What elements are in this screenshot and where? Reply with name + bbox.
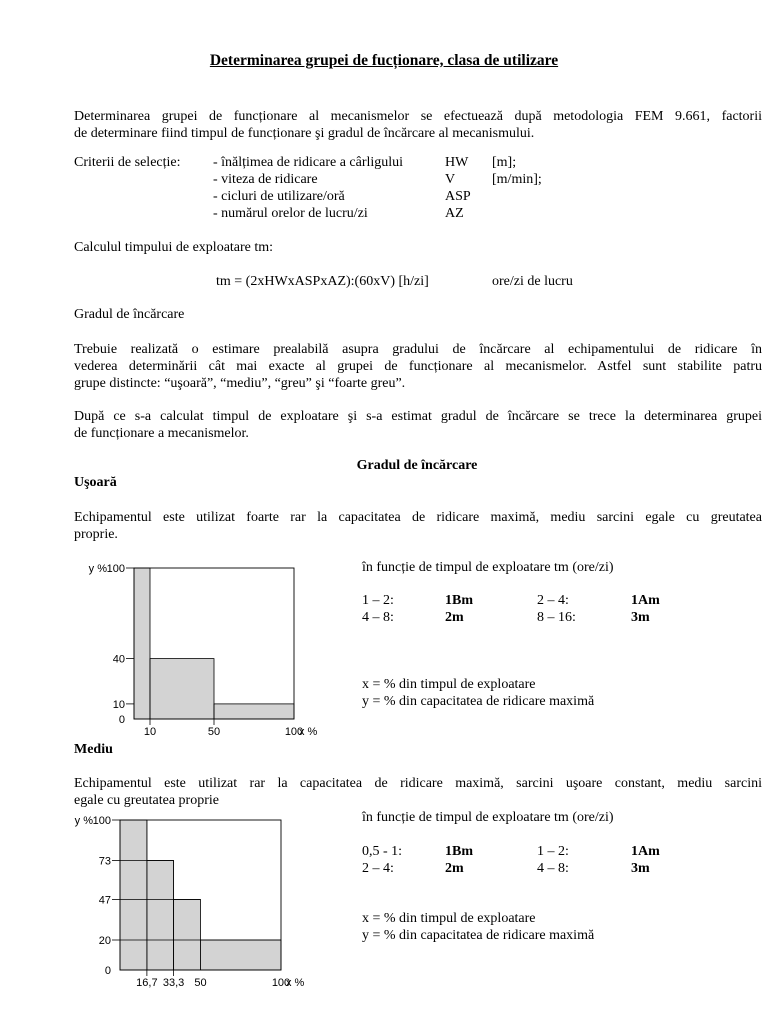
mediu-desc-line-2: egale cu greutatea proprie (74, 793, 219, 808)
calc-formula: tm = (2xHWxASPxAZ):(60xV) [h/zi] (216, 274, 429, 289)
chart-bar (134, 568, 150, 719)
load-p2-line-2: de funcționare a mecanismelor. (74, 426, 249, 441)
usoara-legend-y: y = % din capacitatea de ridicare maximă (362, 694, 595, 709)
criteria-sym: AZ (445, 206, 464, 221)
intro-line-2: de determinare fiind timpul de funcționare şi gradul de încărcare al mecanismului. (74, 126, 535, 141)
chart-ylabel: y % (74, 815, 93, 827)
chart-xtick-label: 33,3 (162, 977, 185, 989)
chart-xtick-label: 16,7 (136, 977, 158, 989)
criteria-label: Criterii de selecție: (74, 155, 181, 170)
class-range: 4 – 8: (362, 610, 394, 625)
class-value: 3m (631, 861, 650, 876)
load-p1-line-1: Trebuie realizată o estimare prealabilă asupra gradului de încărcare al echipamentului de ridicare în (74, 342, 762, 357)
chart-ytick-label: 100 (106, 563, 125, 575)
section-heading: Gradul de încărcare (356, 458, 478, 473)
mediu-legend-x: x = % din timpul de exploatare (362, 911, 536, 926)
usoara-heading: Uşoară (74, 475, 117, 490)
usoara-desc-line-1: Echipamentul este utilizat foarte rar la capacitatea de ridicare maximă, mediu sarcini egale cu greutatea (74, 510, 762, 525)
page-title: Determinarea grupei de fucționare, clasa de utilizare (209, 52, 559, 69)
calc-label: Calculul timpului de exploatare tm: (74, 240, 274, 255)
class-range: 4 – 8: (537, 861, 569, 876)
usoara-desc-line-2: proprie. (74, 527, 118, 542)
class-value: 1Am (631, 844, 660, 859)
chart-ytick-label: 0 (118, 714, 125, 726)
load-p1-line-2: vederea determinării cât mai exacte al grupei de funcționare al mecanismelor. Astfel sunt stabilite patru (74, 359, 762, 374)
chart-bar (201, 940, 282, 970)
usoara-legend-x: x = % din timpul de exploatare (362, 677, 536, 692)
load-p2-line-1: După ce s-a calculat timpul de exploatare şi s-a estimat gradul de încărcare se trece la determinarea grupei (74, 409, 762, 424)
criteria-sym: ASP (445, 189, 471, 204)
chart-frame (120, 820, 281, 970)
chart-bar (150, 659, 214, 719)
chart-ytick-label: 73 (98, 855, 111, 868)
chart-xtick-label: 100 (271, 977, 291, 989)
mediu-info-title: în funcție de timpul de exploatare tm (ore/zi) (362, 810, 614, 825)
class-range: 2 – 4: (537, 593, 569, 608)
criteria-sym: HW (445, 155, 469, 170)
chart-ytick-label: 47 (98, 894, 111, 907)
class-range: 0,5 - 1: (362, 844, 403, 859)
chart-ytick-label: 0 (104, 965, 111, 977)
chart-xtick-label: 10 (143, 726, 157, 738)
criteria-desc: - viteza de ridicare (213, 172, 318, 187)
chart-xlabel: x % (299, 726, 318, 738)
chart-ytick-label: 20 (98, 935, 111, 947)
mediu-legend-y: y = % din capacitatea de ridicare maximă (362, 928, 595, 943)
intro-line-1: Determinarea grupei de funcționare al mecanismelor se efectuează după metodologia FEM 9.661, factorii (74, 109, 762, 124)
class-value: 2m (445, 861, 464, 876)
class-value: 1Bm (445, 593, 473, 608)
load-heading: Gradul de încărcare (74, 307, 185, 322)
criteria-sym: V (445, 172, 456, 187)
class-value: 3m (631, 610, 650, 625)
usoara-info-title: în funcție de timpul de exploatare tm (ore/zi) (362, 560, 614, 575)
class-range: 1 – 2: (537, 844, 569, 859)
load-p1-line-3: grupe distincte: “uşoară”, “mediu”, “greu” şi “foarte greu”. (74, 376, 406, 391)
criteria-unit: [m]; (492, 155, 517, 170)
chart-bar (214, 704, 294, 719)
chart-xtick-label: 100 (284, 726, 304, 738)
chart-ytick-label: 100 (92, 815, 111, 827)
chart-ytick-label: 10 (112, 698, 125, 711)
criteria-desc: - înălțimea de ridicare a cârligului (213, 155, 404, 170)
mediu-heading: Mediu (74, 742, 113, 757)
criteria-unit: [m/min]; (492, 172, 542, 187)
chart-bar (147, 861, 174, 971)
chart-frame (134, 568, 294, 719)
class-range: 8 – 16: (537, 610, 576, 625)
class-value: 1Bm (445, 844, 473, 859)
calc-unit: ore/zi de lucru (492, 274, 573, 289)
chart-ylabel: y % (88, 563, 107, 575)
chart-xtick-label: 50 (194, 977, 207, 989)
chart-bar (174, 900, 201, 971)
mediu-desc-line-1: Echipamentul este utilizat rar la capacitatea de ridicare maximă, sarcini uşoare constant, mediu sarcini (74, 776, 762, 791)
chart-xlabel: x % (286, 977, 305, 989)
chart-bar (120, 820, 147, 970)
chart-ytick-label: 40 (112, 653, 125, 666)
criteria-desc: - cicluri de utilizare/oră (213, 189, 345, 204)
class-value: 2m (445, 610, 464, 625)
chart-xtick-label: 50 (207, 726, 221, 738)
criteria-desc: - numărul orelor de lucru/zi (213, 206, 368, 221)
class-value: 1Am (631, 593, 660, 608)
class-range: 1 – 2: (362, 593, 394, 608)
class-range: 2 – 4: (362, 861, 394, 876)
